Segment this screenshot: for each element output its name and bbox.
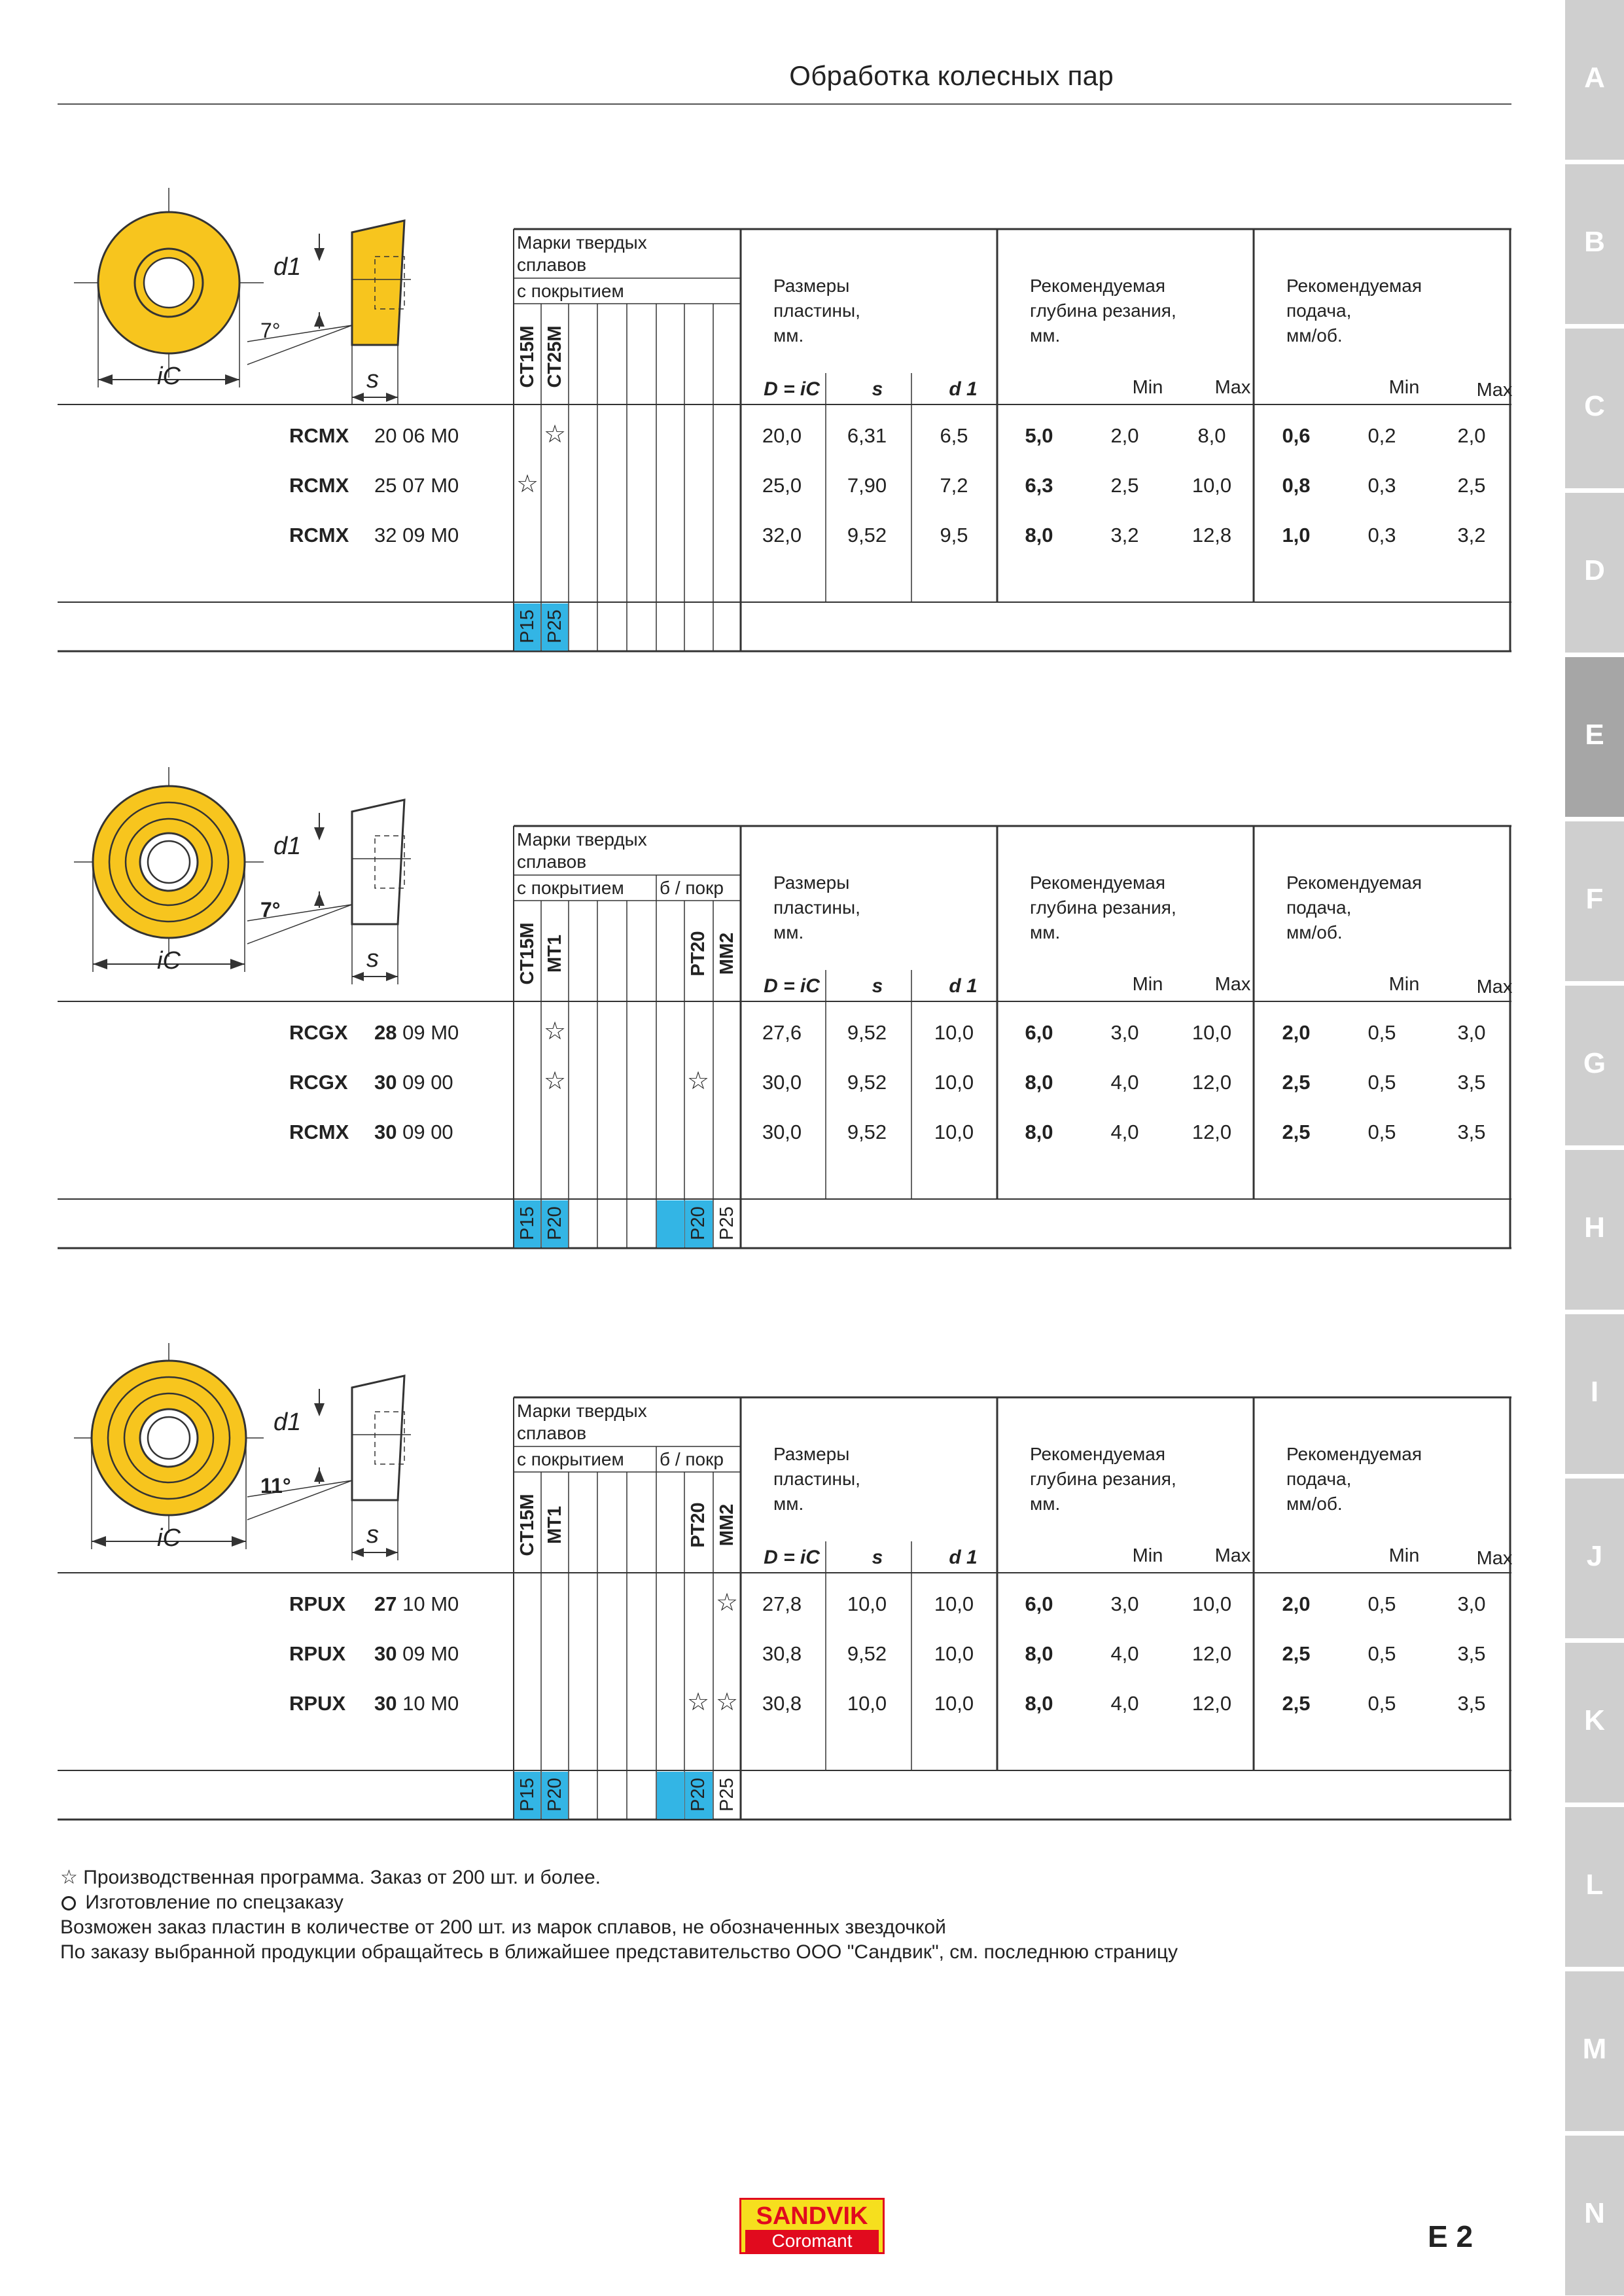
insert-prefix: RCGX (289, 1071, 348, 1094)
size-header-1: Размеры (773, 276, 850, 296)
value-f_max: 3,0 (1457, 1592, 1486, 1615)
insert-side-view (352, 1376, 404, 1500)
feed-header-2: подача, (1286, 897, 1352, 918)
star-icon: ☆ (60, 1867, 78, 1888)
arrow-head (386, 972, 398, 981)
iso-uncoated-p20: P20 (688, 1206, 709, 1240)
value-ap_max: 12,0 (1192, 1071, 1232, 1094)
grade-mm2: MM2 (716, 932, 737, 975)
grade-ct15m: CT15M (517, 1494, 538, 1556)
insert-code (289, 1121, 453, 1144)
iso-cell (657, 1772, 684, 1819)
value-ap_max: 8,0 (1197, 424, 1226, 447)
value-d: 32,0 (762, 524, 802, 547)
iso-p20: P20 (544, 1206, 565, 1240)
value-f_max: 3,2 (1457, 524, 1486, 547)
value-ap_min: 3,2 (1110, 524, 1139, 547)
insert-rest: 32 09 M0 (374, 524, 459, 547)
col-max: Max (1214, 1545, 1251, 1566)
value-ap: 8,0 (1025, 1071, 1053, 1094)
value-f: 1,0 (1282, 524, 1311, 547)
depth-header-3: мм. (1030, 325, 1061, 346)
value-f: 2,5 (1282, 1642, 1311, 1665)
arrow-head (314, 314, 325, 327)
iso-p15: P15 (517, 609, 538, 643)
tab-f[interactable]: F (1565, 821, 1624, 981)
value-f_min: 0,2 (1368, 424, 1396, 447)
insert-size: 30 (374, 1642, 397, 1665)
depth-header-2: глубина резания, (1030, 897, 1176, 918)
depth-header-3: мм. (1030, 1494, 1061, 1514)
header-divider (58, 103, 1511, 105)
value-d: 30,8 (762, 1692, 802, 1715)
value-ap_min: 3,0 (1110, 1021, 1139, 1044)
grade-ct15m: CT15M (517, 325, 538, 388)
insert-prefix: RCMX (289, 474, 349, 497)
value-ap: 6,3 (1025, 474, 1053, 497)
value-d: 20,0 (762, 424, 802, 447)
arrow-head (98, 374, 113, 385)
grades-header: Марки твердых (517, 232, 647, 253)
value-f_max: 3,0 (1457, 1021, 1486, 1044)
size-header-1: Размеры (773, 872, 850, 893)
col-max: Max (1214, 974, 1251, 995)
arrow-head (92, 1536, 106, 1547)
grade-ct15m: CT15M (517, 922, 538, 985)
col-min: Min (1132, 377, 1163, 398)
insert-rest: 09 M0 (397, 1642, 459, 1665)
insert-rest: 09 00 (397, 1071, 453, 1094)
insert-code (289, 1692, 459, 1715)
grade-mt1: MT1 (544, 1506, 565, 1544)
coated-header: с покрытием (517, 1449, 624, 1469)
value-ap: 8,0 (1025, 1642, 1053, 1665)
production-star-icon: ☆ (543, 1018, 567, 1045)
size-header-2: пластины, (773, 1469, 860, 1489)
tab-d[interactable]: D (1565, 493, 1624, 653)
insert-rest: 25 07 M0 (374, 474, 459, 497)
insert-prefix: RPUX (289, 1642, 346, 1665)
ic-label: iC (157, 947, 181, 975)
arrow-head (314, 827, 325, 840)
depth-header-1: Рекомендуемая (1030, 872, 1166, 893)
uncoated-header: б / покр (660, 878, 724, 898)
value-f_min: 0,5 (1368, 1642, 1396, 1665)
insert-prefix: RCGX (289, 1021, 348, 1044)
value-s: 10,0 (847, 1692, 887, 1715)
value-s: 9,52 (847, 1021, 887, 1044)
size-header-2: пластины, (773, 897, 860, 918)
value-d: 25,0 (762, 474, 802, 497)
col-min: Min (1388, 377, 1420, 398)
value-f_max: 3,5 (1457, 1692, 1486, 1715)
coated-header: с покрытием (517, 878, 624, 898)
value-d1: 10,0 (934, 1021, 974, 1044)
arrow-head (232, 1536, 246, 1547)
value-f_min: 0,3 (1368, 524, 1396, 547)
d1-label: d1 (274, 253, 302, 281)
value-ap_min: 4,0 (1110, 1692, 1139, 1715)
footnote-circle: Изготовление по спецзаказу (60, 1890, 1178, 1915)
iso-cell (657, 1200, 684, 1247)
value-s: 6,31 (847, 424, 887, 447)
angle-label: 7° (260, 898, 281, 922)
insert-section-3 (58, 1397, 1511, 1829)
grade-mm2: MM2 (716, 1503, 737, 1547)
tab-h[interactable]: H (1565, 1150, 1624, 1310)
angle-label: 7° (260, 319, 281, 342)
grade-pt20: PT20 (688, 931, 709, 977)
insert-code (289, 1592, 459, 1616)
value-s: 9,52 (847, 1071, 887, 1094)
iso-uncoated-p25: P25 (716, 1778, 737, 1812)
coated-header: с покрытием (517, 281, 624, 301)
iso-p20: P20 (544, 1778, 565, 1812)
insert-size: 30 (374, 1121, 397, 1143)
value-f_min: 0,5 (1368, 1692, 1396, 1715)
d1-label: d1 (274, 833, 302, 860)
col-s: s (872, 1547, 883, 1568)
insert-section-2 (58, 826, 1511, 1258)
insert-rest: 10 M0 (397, 1692, 459, 1715)
tab-g[interactable]: G (1565, 986, 1624, 1145)
feed-header-1: Рекомендуемая (1286, 276, 1422, 296)
value-d1: 6,5 (940, 424, 968, 447)
page-title: Обработка колесных пар (789, 60, 1114, 91)
value-ap_max: 10,0 (1192, 474, 1232, 497)
col-min: Min (1388, 1545, 1420, 1566)
feed-header-1: Рекомендуемая (1286, 872, 1422, 893)
tab-i[interactable]: I (1565, 1314, 1624, 1474)
insert-prefix: RCMX (289, 524, 349, 547)
value-ap: 6,0 (1025, 1021, 1053, 1044)
insert-size: 30 (374, 1071, 397, 1094)
col-min: Min (1388, 974, 1420, 995)
s-label: s (366, 366, 379, 393)
d1-label: d1 (274, 1408, 302, 1436)
insert-code (289, 524, 459, 547)
iso-p15: P15 (517, 1778, 538, 1812)
insert-rest: 10 M0 (397, 1592, 459, 1615)
tab-b[interactable]: B (1565, 164, 1624, 324)
col-d1: d 1 (949, 975, 978, 997)
feed-header-3: мм/об. (1286, 1494, 1343, 1514)
value-d1: 7,2 (940, 474, 968, 497)
grade-pt20: PT20 (688, 1502, 709, 1548)
value-ap: 8,0 (1025, 1692, 1053, 1715)
arrow-head (352, 1548, 364, 1557)
insert-prefix: RPUX (289, 1692, 346, 1715)
value-ap_max: 10,0 (1192, 1021, 1232, 1044)
s-label: s (366, 945, 379, 973)
value-f_min: 0,3 (1368, 474, 1396, 497)
arrow-head (314, 248, 325, 261)
value-f: 2,0 (1282, 1021, 1311, 1044)
value-f_max: 3,5 (1457, 1121, 1486, 1143)
value-f_min: 0,5 (1368, 1121, 1396, 1143)
depth-header-3: мм. (1030, 922, 1061, 942)
col-d1: d 1 (949, 378, 978, 400)
insert-prefix: RCMX (289, 1121, 349, 1143)
grades-header: Марки твердых (517, 1401, 647, 1421)
insert-size: 27 (374, 1592, 397, 1615)
value-f_min: 0,5 (1368, 1592, 1396, 1615)
sandvik-logo: SANDVIK Coromant (739, 2198, 885, 2254)
tab-k[interactable]: K (1565, 1643, 1624, 1803)
production-star-icon: ☆ (715, 1689, 739, 1716)
insert-section-1 (58, 229, 1511, 661)
insert-code (289, 1071, 453, 1094)
insert-code (289, 1642, 459, 1666)
tab-j[interactable]: J (1565, 1479, 1624, 1638)
footnotes (60, 1865, 1178, 1965)
value-ap: 6,0 (1025, 1592, 1053, 1615)
insert-hole (144, 258, 194, 308)
value-ap: 8,0 (1025, 1121, 1053, 1143)
depth-header-2: глубина резания, (1030, 1469, 1176, 1489)
grades-header-2: сплавов (517, 852, 587, 872)
arrow-head (93, 959, 107, 969)
value-f_max: 3,5 (1457, 1071, 1486, 1094)
value-s: 9,52 (847, 1642, 887, 1665)
iso-p15: P15 (517, 1206, 538, 1240)
insert-size: 30 (374, 1692, 397, 1715)
insert-code (289, 474, 459, 497)
insert-code (289, 424, 459, 448)
depth-header-2: глубина резания, (1030, 300, 1176, 321)
depth-header-1: Рекомендуемая (1030, 276, 1166, 296)
arrow-head (386, 393, 398, 402)
production-star-icon: ☆ (686, 1067, 710, 1095)
footnote-star: ☆ Производственная программа. Заказ от 200 шт. и более. (60, 1867, 601, 1888)
iso-uncoated-p20: P20 (688, 1778, 709, 1812)
feed-header-2: подача, (1286, 300, 1352, 321)
arrow-head (314, 1469, 325, 1482)
value-ap_max: 10,0 (1192, 1592, 1232, 1615)
value-f_max: 2,0 (1457, 424, 1486, 447)
production-star-icon: ☆ (715, 1589, 739, 1617)
value-ap_min: 3,0 (1110, 1592, 1139, 1615)
value-s: 10,0 (847, 1592, 887, 1615)
arrow-head (225, 374, 239, 385)
value-ap_max: 12,8 (1192, 524, 1232, 547)
arrow-head (386, 1548, 398, 1557)
depth-header-1: Рекомендуемая (1030, 1444, 1166, 1464)
col-s: s (872, 975, 883, 997)
col-max: Max (1476, 977, 1513, 997)
value-d: 30,0 (762, 1071, 802, 1094)
feed-header-1: Рекомендуемая (1286, 1444, 1422, 1464)
size-header-1: Размеры (773, 1444, 850, 1464)
value-f: 2,0 (1282, 1592, 1311, 1615)
production-star-icon: ☆ (516, 471, 539, 498)
feed-header-2: подача, (1286, 1469, 1352, 1489)
col-min: Min (1132, 974, 1163, 995)
tab-m[interactable]: M (1565, 1971, 1624, 2131)
value-d: 27,6 (762, 1021, 802, 1044)
insert-code (289, 1021, 459, 1045)
col-max: Max (1214, 377, 1251, 398)
s-label: s (366, 1521, 379, 1549)
size-header-3: мм. (773, 1494, 804, 1514)
production-star-icon: ☆ (686, 1689, 710, 1716)
value-f_max: 3,5 (1457, 1642, 1486, 1665)
circle-icon (62, 1896, 76, 1910)
value-f: 2,5 (1282, 1121, 1311, 1143)
value-d1: 9,5 (940, 524, 968, 547)
value-ap_max: 12,0 (1192, 1121, 1232, 1143)
section-tabs (1565, 0, 1624, 2296)
col-min: Min (1132, 1545, 1163, 1566)
size-header-2: пластины, (773, 300, 860, 321)
grades-header-2: сплавов (517, 255, 587, 275)
value-d: 30,8 (762, 1642, 802, 1665)
value-s: 9,52 (847, 524, 887, 547)
tab-c[interactable]: C (1565, 329, 1624, 488)
value-d1: 10,0 (934, 1642, 974, 1665)
production-star-icon: ☆ (543, 1067, 567, 1095)
value-ap_min: 2,0 (1110, 424, 1139, 447)
value-ap_max: 12,0 (1192, 1692, 1232, 1715)
angle-label: 11° (260, 1474, 291, 1498)
value-d1: 10,0 (934, 1692, 974, 1715)
arrow-head (314, 893, 325, 906)
ic-label: iC (157, 363, 181, 390)
value-d1: 10,0 (934, 1121, 974, 1143)
value-f_max: 2,5 (1457, 474, 1486, 497)
insert-hole (148, 1417, 190, 1459)
insert-hole (148, 841, 190, 883)
grade-mt1: MT1 (544, 935, 565, 973)
value-ap_min: 2,5 (1110, 474, 1139, 497)
insert-side-view (352, 221, 404, 345)
value-ap_min: 4,0 (1110, 1121, 1139, 1143)
col-d_ic: D = iC (764, 378, 820, 400)
size-header-3: мм. (773, 325, 804, 346)
arrow-head (314, 1403, 325, 1416)
tab-n[interactable]: N (1565, 2136, 1624, 2295)
value-ap_max: 12,0 (1192, 1642, 1232, 1665)
insert-side-view (352, 800, 404, 924)
value-f: 0,6 (1282, 424, 1311, 447)
insert-prefix: RCMX (289, 424, 349, 447)
col-max: Max (1476, 1548, 1513, 1569)
arrow-head (352, 972, 364, 981)
production-star-icon: ☆ (543, 421, 567, 448)
insert-prefix: RPUX (289, 1592, 346, 1615)
value-f: 0,8 (1282, 474, 1311, 497)
value-d1: 10,0 (934, 1071, 974, 1094)
tab-a[interactable]: A (1565, 0, 1624, 160)
col-d_ic: D = iC (764, 1547, 820, 1568)
tab-l[interactable]: L (1565, 1807, 1624, 1967)
col-s: s (872, 378, 883, 400)
value-f_min: 0,5 (1368, 1071, 1396, 1094)
feed-header-3: мм/об. (1286, 325, 1343, 346)
value-ap_min: 4,0 (1110, 1071, 1139, 1094)
tab-e[interactable]: E (1565, 657, 1624, 817)
page-number: E 2 (1428, 2219, 1474, 2253)
value-f: 2,5 (1282, 1692, 1311, 1715)
value-d1: 10,0 (934, 1592, 974, 1615)
col-d1: d 1 (949, 1547, 978, 1568)
value-s: 7,90 (847, 474, 887, 497)
value-f_min: 0,5 (1368, 1021, 1396, 1044)
feed-header-3: мм/об. (1286, 922, 1343, 942)
arrow-head (352, 393, 364, 402)
col-max: Max (1476, 380, 1513, 401)
grades-header-2: сплавов (517, 1423, 587, 1443)
uncoated-header: б / покр (660, 1449, 724, 1469)
insert-size: 28 (374, 1021, 397, 1044)
insert-rest: 09 00 (397, 1121, 453, 1143)
value-ap_min: 4,0 (1110, 1642, 1139, 1665)
value-s: 9,52 (847, 1121, 887, 1143)
iso-uncoated-p25: P25 (716, 1206, 737, 1240)
footnote-line-3: Возможен заказ пластин в количестве от 200 шт. из марок сплавов, не обозначенных звездочкой (60, 1916, 946, 1938)
value-d: 27,8 (762, 1592, 802, 1615)
arrow-head (230, 959, 245, 969)
insert-rest: 20 06 M0 (374, 424, 459, 447)
value-f: 2,5 (1282, 1071, 1311, 1094)
value-d: 30,0 (762, 1121, 802, 1143)
col-d_ic: D = iC (764, 975, 820, 997)
insert-rest: 09 M0 (397, 1021, 459, 1044)
grades-header: Марки твердых (517, 829, 647, 850)
size-header-3: мм. (773, 922, 804, 942)
iso-p25: P25 (544, 609, 565, 643)
footnote-line-4: По заказу выбранной продукции обращайтесь в ближайшее представительство ООО "Сандвик", см. последнюю страницу (60, 1941, 1178, 1963)
grade-ct25m: CT25M (544, 325, 565, 388)
ic-label: iC (157, 1524, 181, 1552)
value-ap: 5,0 (1025, 424, 1053, 447)
value-ap: 8,0 (1025, 524, 1053, 547)
